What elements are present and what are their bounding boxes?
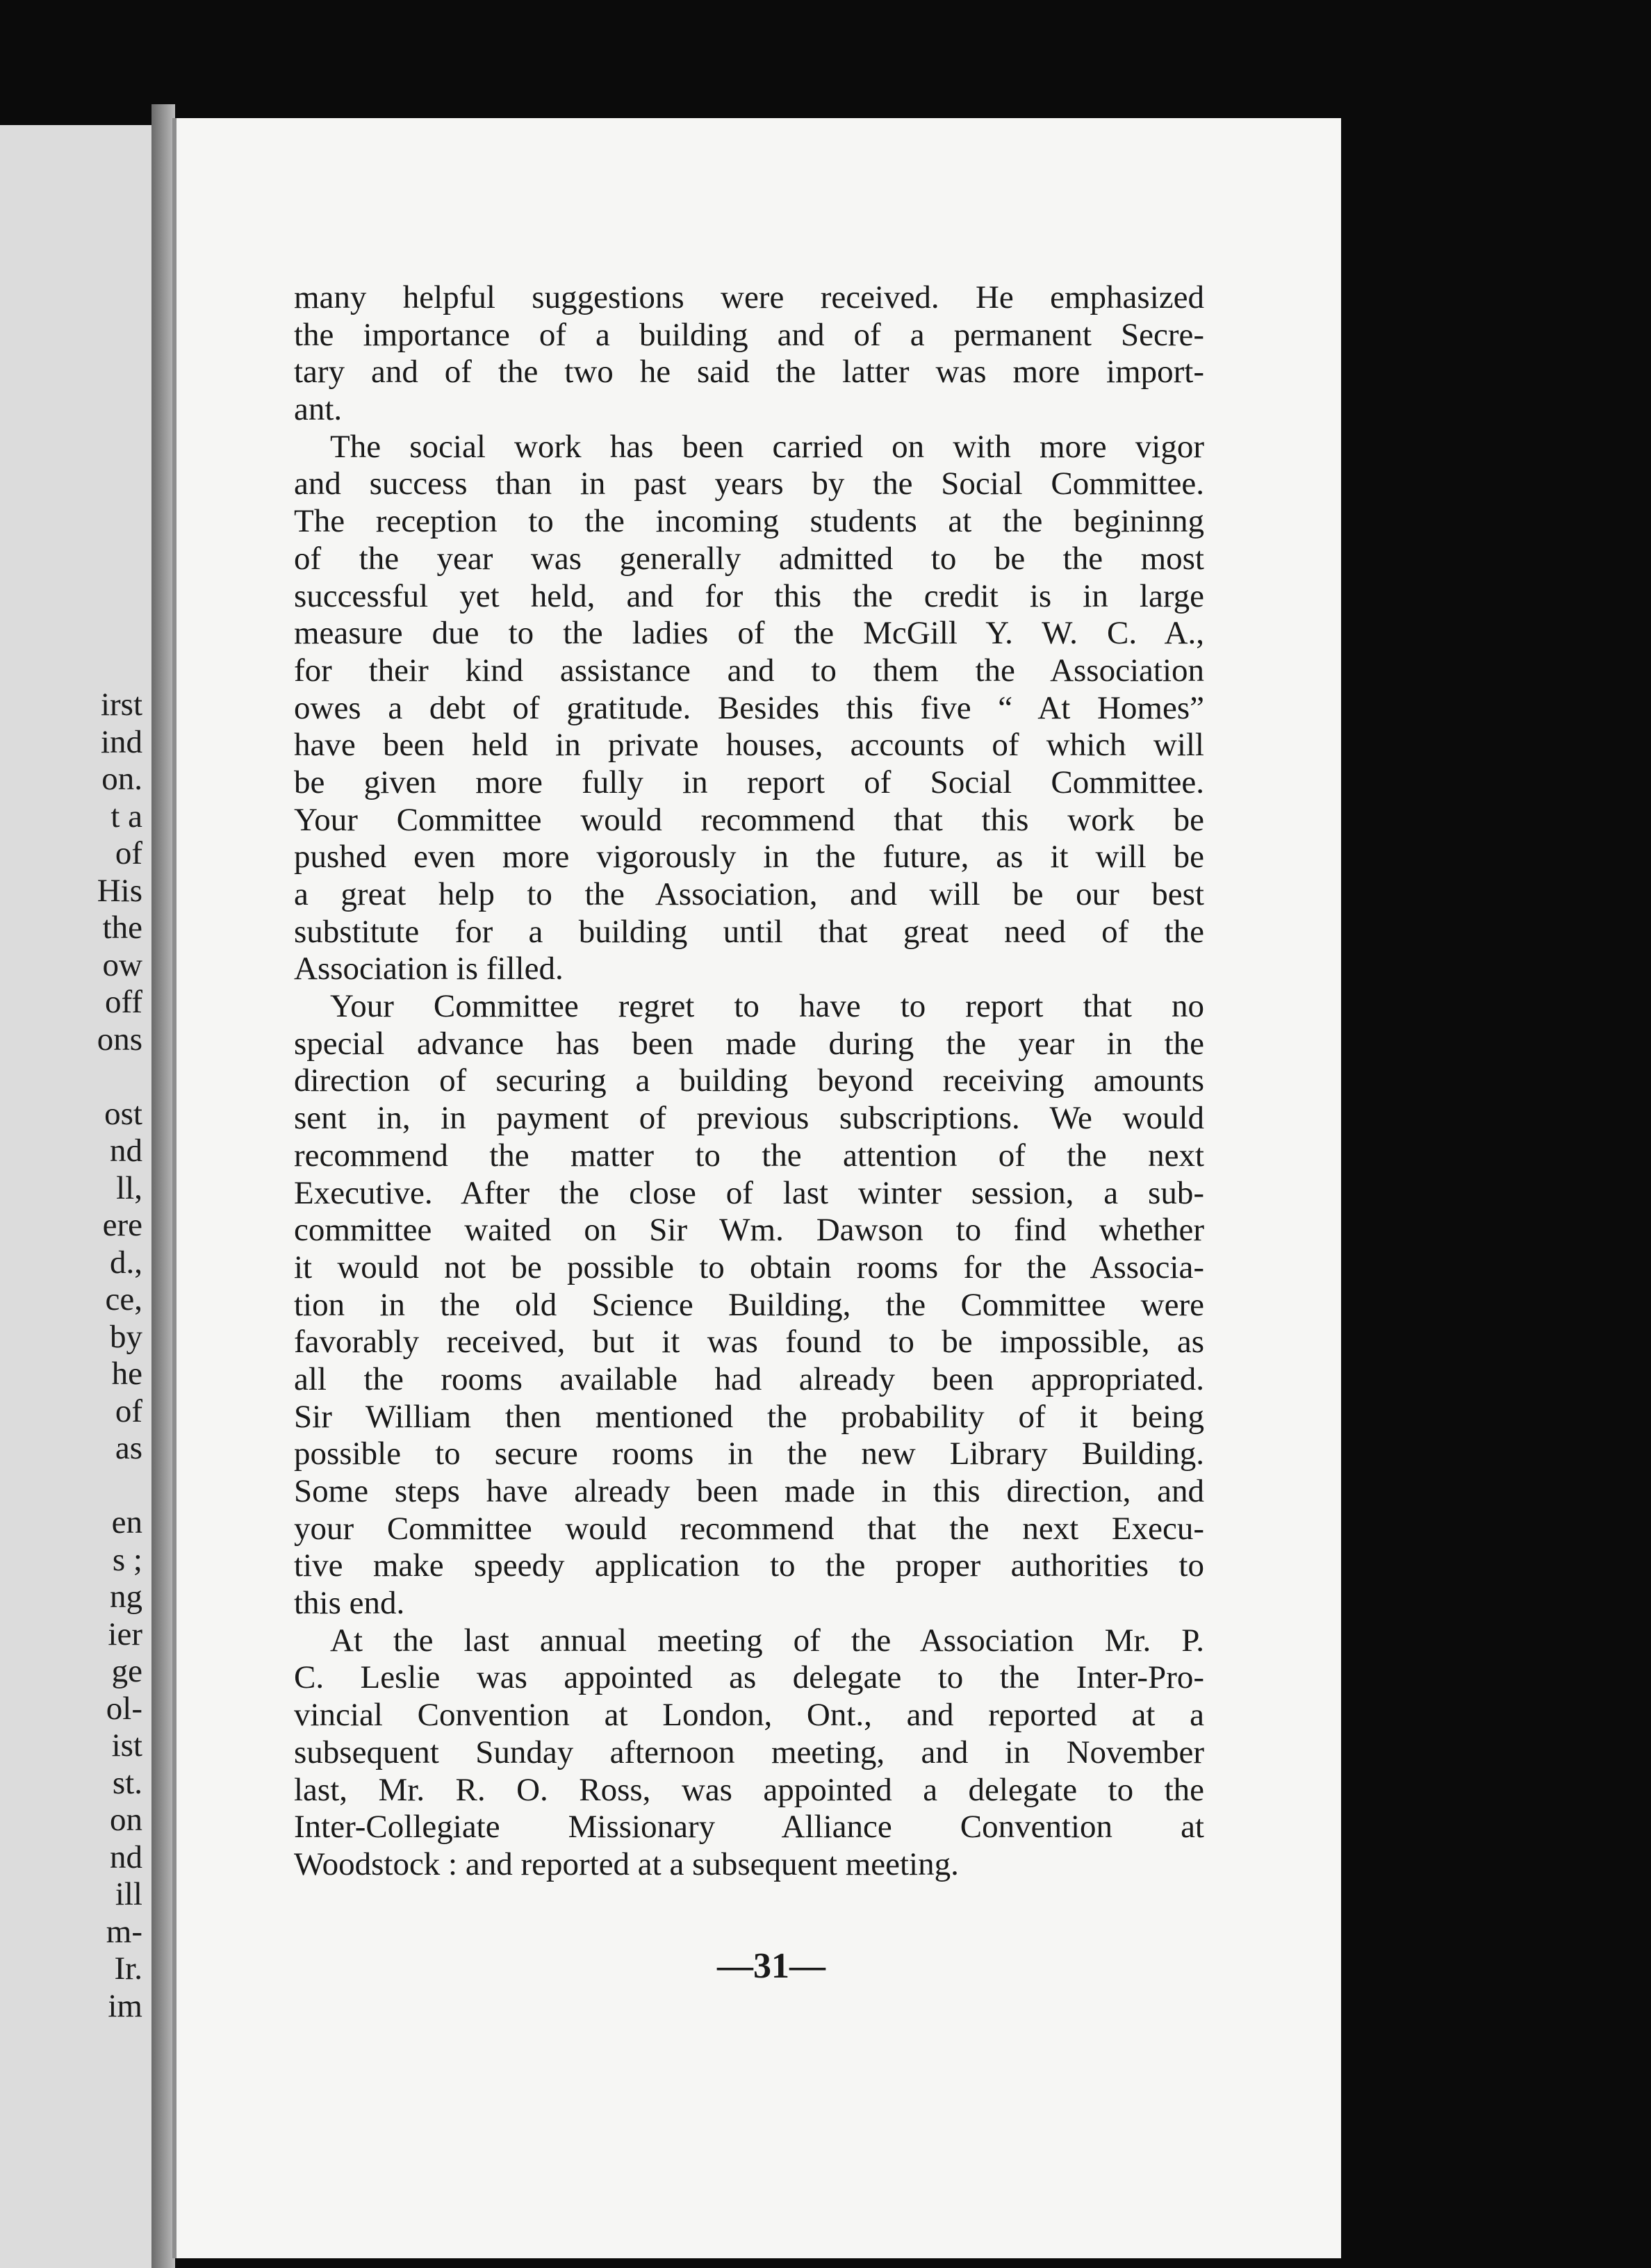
left-page-fragment: ll, xyxy=(116,1169,142,1206)
left-page-fragment xyxy=(0,1468,142,1505)
left-page-fragment: nd xyxy=(110,1133,142,1169)
text-line: this end. xyxy=(294,1585,405,1622)
left-page-fragment: he xyxy=(111,1356,142,1392)
text-line: Your Committee regret to have to report that no xyxy=(330,988,1204,1025)
left-page-fragment: Ir. xyxy=(114,1950,142,1987)
text-line: sent in, in payment of previous subscriptions. We would xyxy=(294,1100,1204,1137)
text-line: Inter-Collegiate Missionary Alliance Convention at xyxy=(294,1809,1204,1846)
text-line: many helpful suggestions were received. He emphasized xyxy=(294,279,1204,315)
left-page-fragment: of xyxy=(115,1392,142,1429)
text-line: successful yet held, and for this the credit is in large xyxy=(294,577,1204,614)
text-line: and success than in past years by the Social Committee. xyxy=(294,466,1204,502)
text-line: have been held in private houses, accounts of which will xyxy=(294,727,1204,764)
left-page-fragment: as xyxy=(115,1430,142,1466)
left-page-fragment: s ; xyxy=(112,1541,142,1578)
left-page-fragment: ere xyxy=(102,1207,142,1243)
text-line: it would not be possible to obtain rooms for the Associa- xyxy=(294,1249,1204,1285)
left-page-fragment: by xyxy=(110,1318,142,1355)
page-body-text xyxy=(294,279,1204,1884)
text-line: favorably received, but it was found to be impossible, as xyxy=(294,1324,1204,1361)
left-page-fragment: ier xyxy=(108,1616,142,1652)
text-line: recommend the matter to the attention of the next xyxy=(294,1137,1204,1174)
left-page-fragment: ons xyxy=(97,1021,142,1058)
book-gutter-shadow xyxy=(151,104,175,2268)
text-line: the importance of a building and of a permanent Secre- xyxy=(294,316,1204,353)
left-page-fragment xyxy=(0,1058,142,1096)
text-line: Woodstock : and reported at a subsequent meeting. xyxy=(294,1846,959,1882)
text-line: direction of securing a building beyond receiving amounts xyxy=(294,1062,1204,1099)
text-line: At the last annual meeting of the Association Mr. P. xyxy=(330,1622,1204,1659)
left-page-text-fragments xyxy=(0,687,142,2025)
text-line: Some steps have already been made in this direction, and xyxy=(294,1473,1204,1509)
text-line: your Committee would recommend that the next Execu- xyxy=(294,1510,1204,1547)
text-line: ant. xyxy=(294,391,343,428)
left-page-fragment: ind xyxy=(100,723,142,760)
text-line: be given more fully in report of Social Committee. xyxy=(294,764,1204,800)
left-page-fragment: m- xyxy=(106,1913,142,1950)
left-page-fragment: t a xyxy=(110,798,142,835)
text-line: measure due to the ladies of the McGill Y. W. C. A., xyxy=(294,615,1204,652)
left-page-fragment: the xyxy=(102,910,142,946)
left-page-fragment: d., xyxy=(110,1244,142,1281)
left-page-fragment: irst xyxy=(100,687,142,723)
left-page-fragment: on. xyxy=(101,761,142,797)
left-page-fragment: ist xyxy=(111,1727,142,1764)
text-line: special advance has been made during the year in the xyxy=(294,1025,1204,1062)
text-line: tion in the old Science Building, the Committee were xyxy=(294,1286,1204,1323)
left-page-fragment: ol- xyxy=(106,1690,142,1727)
text-line: tive make speedy application to the proper authorities to xyxy=(294,1547,1204,1584)
text-line: pushed even more vigorously in the future, as it will be xyxy=(294,839,1204,876)
left-page-fragment: on xyxy=(110,1802,142,1838)
left-page-fragment: His xyxy=(97,872,142,909)
text-line: Executive. After the close of last winter session, a sub- xyxy=(294,1174,1204,1211)
text-line: substitute for a building until that great need of the xyxy=(294,913,1204,950)
left-page-fragment: off xyxy=(105,984,142,1020)
text-line: Association is filled. xyxy=(294,951,564,987)
text-line: committee waited on Sir Wm. Dawson to find whether xyxy=(294,1212,1204,1249)
left-page-fragment: nd xyxy=(110,1839,142,1875)
left-page-fragment: ost xyxy=(104,1095,142,1132)
text-line: owes a debt of gratitude. Besides this five “ At Homes” xyxy=(294,689,1204,726)
text-line: of the year was generally admitted to be the most xyxy=(294,540,1204,577)
text-line: subsequent Sunday afternoon meeting, and in November xyxy=(294,1734,1204,1770)
text-line: possible to secure rooms in the new Library Building. xyxy=(294,1436,1204,1472)
left-page-fragment: of xyxy=(115,835,142,871)
text-line: Sir William then mentioned the probability of it being xyxy=(294,1398,1204,1435)
left-page-fragment: im xyxy=(108,1987,142,2024)
text-line: Your Committee would recommend that this work be xyxy=(294,801,1204,838)
text-line: for their kind assistance and to them the Association xyxy=(294,652,1204,689)
left-page-fragment: ill xyxy=(115,1876,142,1912)
text-line: vincial Convention at London, Ont., and reported at a xyxy=(294,1697,1204,1734)
left-page-fragment: st. xyxy=(112,1764,142,1801)
left-page-fragment: ge xyxy=(111,1653,142,1689)
left-page-fragment: ng xyxy=(110,1579,142,1615)
text-line: all the rooms available had already been appropriated. xyxy=(294,1361,1204,1397)
text-line: a great help to the Association, and will be our best xyxy=(294,876,1204,912)
page-number: —31— xyxy=(717,1946,826,1986)
text-line: tary and of the two he said the latter was more import- xyxy=(294,354,1204,391)
text-line: The social work has been carried on with more vigor xyxy=(330,428,1204,465)
left-page-edge xyxy=(0,125,151,2268)
left-page-fragment: en xyxy=(111,1504,142,1540)
text-line: C. Leslie was appointed as delegate to the Inter-Pro- xyxy=(294,1659,1204,1696)
left-page-fragment: ow xyxy=(102,946,142,983)
text-line: The reception to the incoming students at the begininng xyxy=(294,503,1204,540)
left-page-fragment: ce, xyxy=(105,1281,142,1317)
text-line: last, Mr. R. O. Ross, was appointed a delegate to the xyxy=(294,1771,1204,1808)
